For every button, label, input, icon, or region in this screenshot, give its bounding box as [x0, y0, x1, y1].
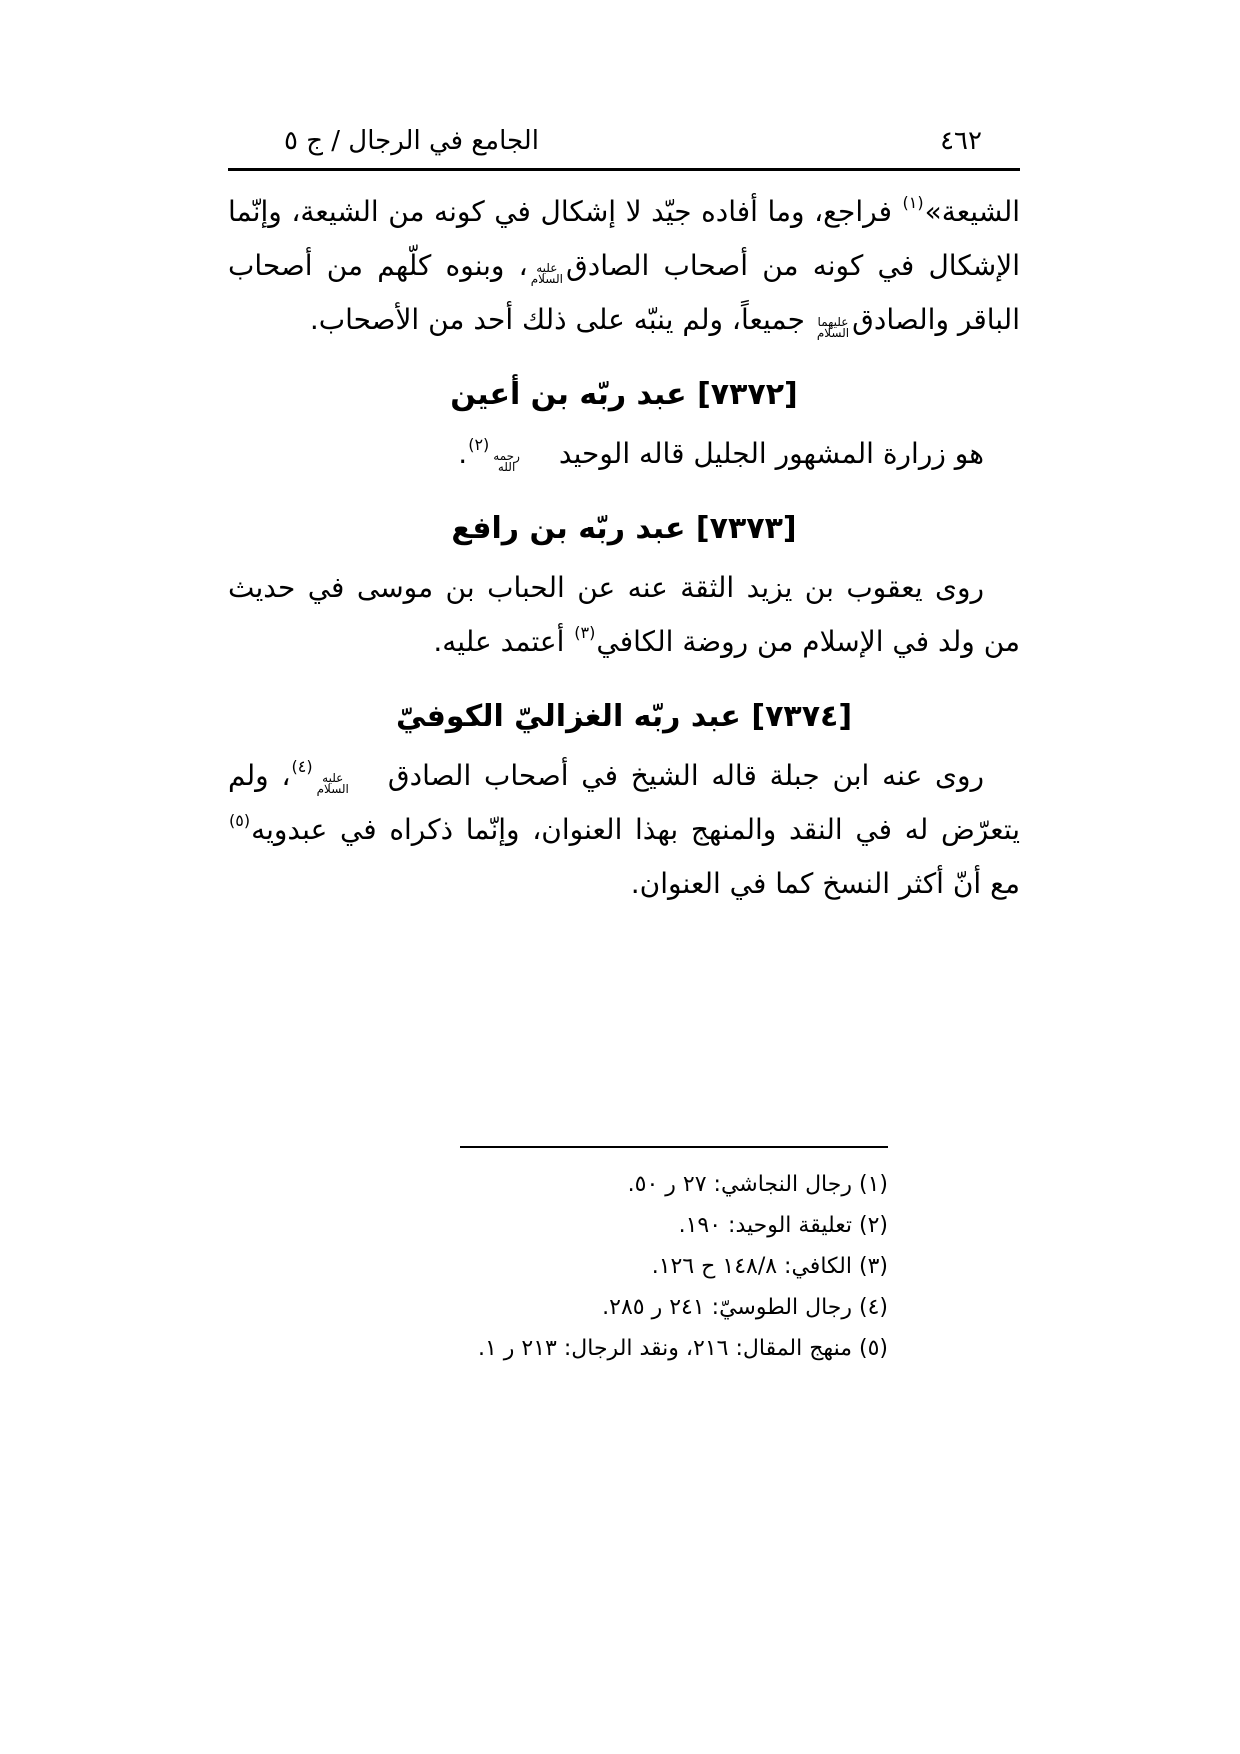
- text-run: مع أنّ أكثر النسخ كما في العنوان.: [630, 867, 1020, 900]
- footnote-item: [460, 1205, 888, 1246]
- text-run: هو زرارة المشهور الجليل قاله الوحيد: [558, 437, 984, 470]
- entry-heading: [٧٣٧٢] عبد ربّه بن أعين: [450, 377, 798, 412]
- footnote-list: [460, 1164, 888, 1369]
- honorific-line: السلام: [316, 782, 349, 796]
- footnote-ref: (٥): [229, 811, 251, 830]
- text-run: أعتمد عليه.: [433, 625, 574, 658]
- footnote-ref: (٣): [574, 623, 596, 642]
- text-run: الشيعة»: [924, 195, 1020, 228]
- honorific-mark: [493, 451, 556, 473]
- text-run: روى يعقوب بن يزيد الثقة عنه عن الحباب بن موسى في حديث من ولد في الإسلام من روضة الكافي: [228, 571, 1020, 658]
- body-paragraph: [228, 185, 1020, 347]
- footnote-ref: (٤): [291, 757, 313, 776]
- page-header: [228, 126, 1020, 171]
- footnote-item: [460, 1246, 888, 1287]
- honorific-line: عليهما: [817, 315, 849, 329]
- footnote-text: منهج المقال: ٢١٦، ونقد الرجال: ٢١٣ ر ١.: [477, 1336, 852, 1361]
- honorific-mark: [531, 263, 563, 285]
- honorific-line: السلام: [816, 326, 850, 340]
- footnote-marker: (٥): [852, 1336, 888, 1361]
- text-run: ، وبنوه كلّهم من أصحاب الباقر والصادق: [228, 249, 1020, 336]
- honorific-mark: [317, 773, 385, 795]
- footnote-text: تعليقة الوحيد: ١٩٠.: [678, 1213, 852, 1238]
- text-run: روى عنه ابن جبلة قاله الشيخ في أصحاب الصادق: [387, 759, 985, 792]
- honorific-mark: [817, 317, 849, 339]
- footnote-item: [460, 1287, 888, 1328]
- footnote-marker: (١): [852, 1172, 888, 1197]
- body-paragraph: [228, 427, 1020, 481]
- footnote-text: رجال النجاشي: ٢٧ ر ٥٠.: [627, 1172, 852, 1197]
- body-paragraph: [228, 749, 1020, 911]
- text-run: فراجع، وما أفاده جيّد لا إشكال في كونه من الشيعة، وإنّما الإشكال في كونه من أصحاب الصادق: [228, 195, 1020, 282]
- honorific-line: رحمه: [493, 449, 520, 463]
- footnote-item: [460, 1328, 888, 1369]
- footnote-text: رجال الطوسيّ: ٢٤١ ر ٢٨٥.: [602, 1295, 852, 1320]
- page-body: [228, 185, 1020, 911]
- page-number: ٤٦٢: [940, 126, 982, 156]
- footnote-ref: (١): [902, 193, 924, 212]
- entry-heading: [٧٣٧٤] عبد ربّه الغزاليّ الكوفيّ: [395, 699, 853, 734]
- honorific-line: السلام: [530, 272, 563, 286]
- footnote-marker: (٢): [852, 1213, 888, 1238]
- body-paragraph: [228, 561, 1020, 669]
- honorific-line: عليه: [322, 771, 344, 785]
- honorific-line: الله: [497, 460, 516, 474]
- footnote-marker: (٤): [852, 1295, 888, 1320]
- text-run: جميعاً، ولم ينبّه على ذلك أحد من الأصحاب.: [309, 303, 814, 336]
- book-title: الجامع في الرجال / ج ٥: [284, 126, 539, 156]
- footnote-marker: (٣): [852, 1254, 888, 1279]
- footnote-ref: (٢): [468, 435, 490, 454]
- footnotes-section: [460, 1146, 888, 1369]
- text-run: ، ولم يتعرّض له في النقد والمنهج بهذا العنوان، وإنّما ذكراه في عبدويه: [228, 759, 1020, 846]
- footnote-item: [460, 1164, 888, 1205]
- entry-heading: [٧٣٧٣] عبد ربّه بن رافع: [451, 511, 797, 546]
- text-run: .: [458, 437, 468, 470]
- page-content-area: [228, 0, 1020, 1754]
- footnote-text: الكافي: ١٤٨/٨ ح ١٢٦.: [651, 1254, 852, 1279]
- honorific-line: عليه: [536, 261, 558, 275]
